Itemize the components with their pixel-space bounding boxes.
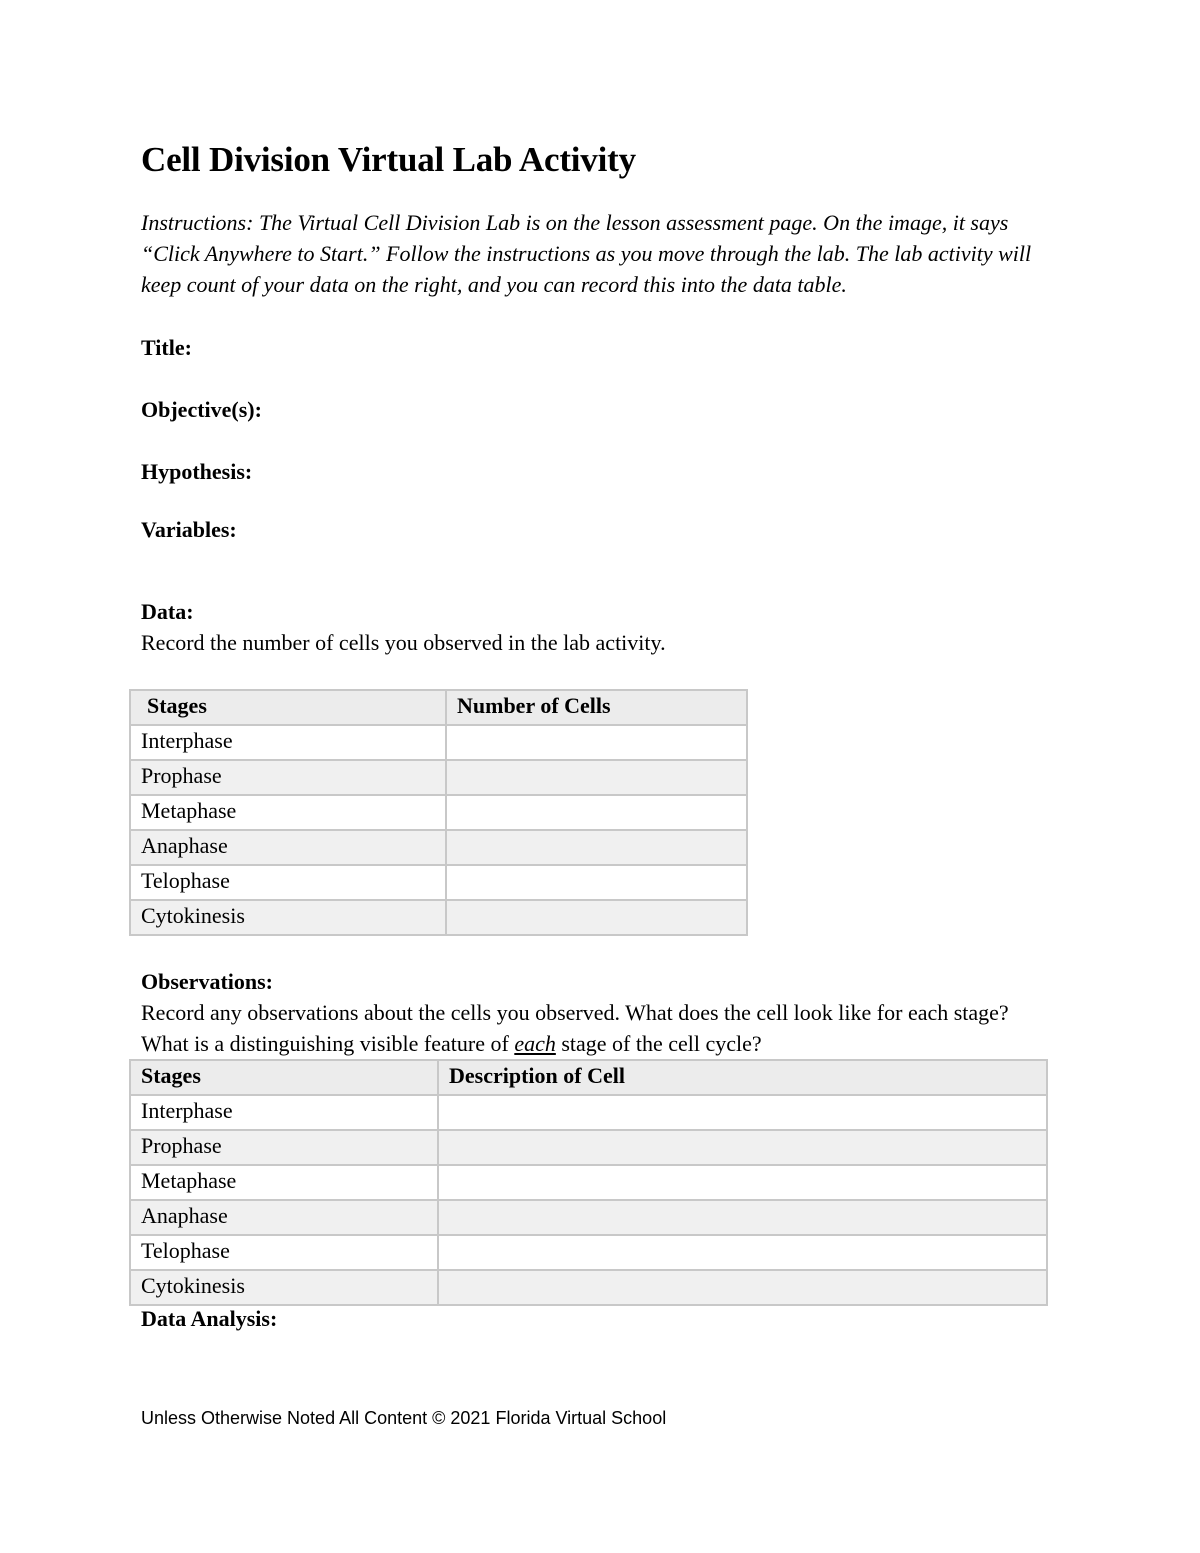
stage-cell: Telophase (130, 865, 446, 900)
description-cell[interactable] (438, 1130, 1047, 1165)
table-row (130, 1270, 1047, 1305)
observations-label: Observations: (141, 969, 273, 994)
description-cell[interactable] (438, 1165, 1047, 1200)
stage-cell: Anaphase (130, 830, 446, 865)
data-label: Data: (141, 599, 194, 624)
description-cell[interactable] (438, 1235, 1047, 1270)
copyright-footer: Unless Otherwise Noted All Content © 2021 Florida Virtual School (141, 1408, 667, 1428)
header-description-of-cell: Description of Cell (438, 1060, 1047, 1095)
description-cell[interactable] (438, 1270, 1047, 1305)
table-row (130, 760, 747, 795)
variables-label: Variables: (141, 517, 237, 542)
header-stages: Stages (130, 690, 446, 725)
description-cell[interactable] (438, 1200, 1047, 1235)
table-row (130, 725, 747, 760)
table-header-row (130, 1060, 1047, 1095)
stage-cell: Interphase (130, 725, 446, 760)
table-row (130, 830, 747, 865)
page-title: Cell Division Virtual Lab Activity (141, 140, 636, 179)
table-row (130, 1095, 1047, 1130)
stage-cell: Cytokinesis (130, 900, 446, 935)
count-cell[interactable] (446, 830, 747, 865)
stage-cell: Telophase (130, 1235, 438, 1270)
table-row (130, 900, 747, 935)
observations-prompt (141, 997, 1041, 1059)
count-cell[interactable] (446, 760, 747, 795)
cell-count-table (129, 689, 748, 936)
data-analysis-label: Data Analysis: (141, 1306, 278, 1331)
count-cell[interactable] (446, 725, 747, 760)
table-header-row (130, 690, 747, 725)
stage-cell: Prophase (130, 760, 446, 795)
description-cell[interactable] (438, 1095, 1047, 1130)
hypothesis-label: Hypothesis: (141, 459, 253, 484)
table-row (130, 1200, 1047, 1235)
instructions-text: Instructions: The Virtual Cell Division Lab is on the lesson assessment page. On the image, it says “Click Anywhere to Start.” Follow the instructions as you move through the lab. The lab activity will keep count of your data on the right, and you can record this into the data table. (141, 210, 1032, 297)
title-label: Title: (141, 335, 192, 360)
count-cell[interactable] (446, 795, 747, 830)
table-row (130, 865, 747, 900)
observations-prompt-part2: stage of the cell cycle? (555, 1031, 762, 1056)
stage-cell: Anaphase (130, 1200, 438, 1235)
table-row (130, 1130, 1047, 1165)
table-row (130, 1165, 1047, 1200)
header-number-of-cells: Number of Cells (446, 690, 747, 725)
stage-cell: Metaphase (130, 795, 446, 830)
table-row (130, 1235, 1047, 1270)
count-cell[interactable] (446, 865, 747, 900)
table-row (130, 795, 747, 830)
data-prompt: Record the number of cells you observed in the lab activity. (141, 630, 666, 655)
header-stages: Stages (130, 1060, 438, 1095)
count-cell[interactable] (446, 900, 747, 935)
stage-cell: Prophase (130, 1130, 438, 1165)
observations-table (129, 1059, 1048, 1306)
stage-cell: Metaphase (130, 1165, 438, 1200)
observations-prompt-emphasis: each (514, 1031, 556, 1056)
stage-cell: Interphase (130, 1095, 438, 1130)
observations-prompt-part1: Record any observations about the cells you observed. What does the cell look like for each stage? What is a distinguishing visible feature of (141, 1000, 1009, 1056)
stage-cell: Cytokinesis (130, 1270, 438, 1305)
objectives-label: Objective(s): (141, 397, 262, 422)
